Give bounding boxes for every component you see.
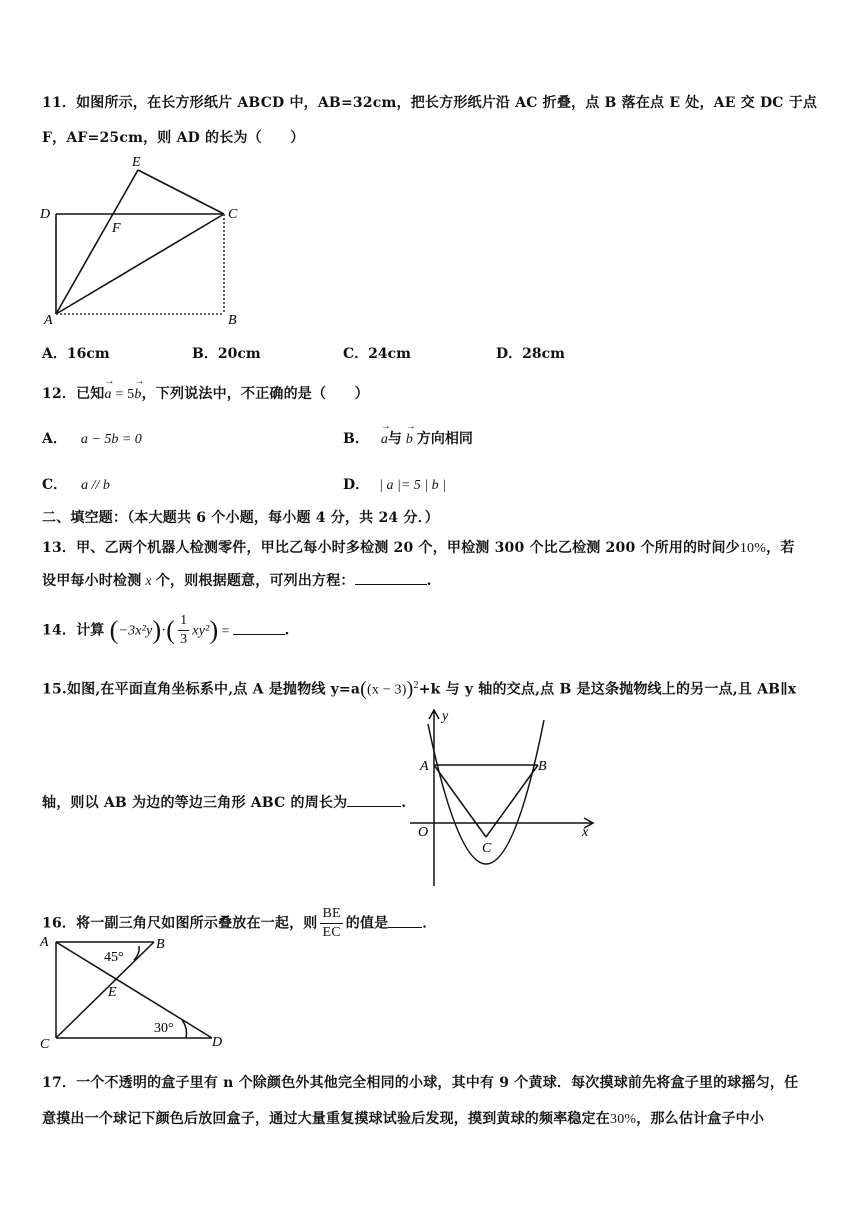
q12-option-b[interactable] <box>343 428 473 448</box>
q16-label-e: E <box>108 985 117 1000</box>
q16-answer-blank[interactable] <box>388 913 422 928</box>
q14-equals: = <box>221 623 230 639</box>
section-2-heading: 二、填空题：（本大题共 6 个小题，每小题 4 分，共 24 分．） <box>42 510 440 526</box>
q12-option-b-text: 与 <box>387 431 402 447</box>
q14-right-term: xy² <box>192 623 210 639</box>
q13-var-x: x <box>145 574 152 589</box>
q17-line2 <box>42 1108 764 1128</box>
q14-fraction <box>178 612 189 649</box>
q15-label-y: y <box>442 709 449 724</box>
q16-fraction <box>320 905 342 942</box>
q14-prefix: 14．计算 <box>42 622 105 639</box>
q12-vector-a: → a <box>104 387 111 403</box>
q13-answer-blank[interactable] <box>355 570 427 585</box>
q12-option-b-vec-a: → a <box>381 432 388 448</box>
q14-line: 14．计算 (−3x²y)·( $\frac{1}{3}$ xy²) = . <box>42 613 290 647</box>
q13-line2-b: 个，则根据题意，可列出方程： <box>155 573 355 589</box>
q15-label-a: A <box>420 759 429 774</box>
q11-option-a[interactable]: A．16cm <box>42 346 110 362</box>
q16-angle-30: 30° <box>154 1021 174 1036</box>
q11-line1: 11．如图所示，在长方形纸片 ABCD 中，AB=32cm，把长方形纸片沿 AC 折叠，点 B 落在点 E 处，AE 交 DC 于点 <box>42 95 818 111</box>
q12-option-b-suffix: 方向相同 <box>416 431 473 447</box>
q15-answer-blank[interactable] <box>347 792 401 807</box>
q11-figure <box>36 152 256 332</box>
q15-text-b: +k 与 y 轴的交点,点 B 是这条抛物线上的另一点,且 AB∥x <box>418 681 797 698</box>
q12-option-a[interactable] <box>42 428 142 448</box>
q12-option-c-expr: a // b <box>81 478 110 493</box>
q17-line2-b: ，那么估计盒子中小 <box>636 1111 765 1127</box>
q12-equals: = 5 <box>111 387 135 402</box>
q14-frac-den: 3 <box>180 632 188 647</box>
q16-label-d: D <box>212 1035 223 1050</box>
q12-suffix: ，下列说法中，不正确的是（ ） <box>141 386 369 402</box>
q13-line2-a: 设甲每小时检测 <box>42 573 142 589</box>
q17-line1: 17．一个不透明的盒子里有 n 个除颜色外其他完全相同的小球，其中有 9 个黄球．每次摸球前先将盒子里的球摇匀，任 <box>42 1075 799 1091</box>
q15-label-x: x <box>582 825 589 840</box>
q11-label-e: E <box>132 155 141 170</box>
q15-label-o: O <box>418 825 429 840</box>
q13-end: . <box>426 573 432 589</box>
q12-option-b-vec-b: → b <box>406 432 413 448</box>
q14-frac-num: 1 <box>178 612 189 631</box>
q11-label-d: D <box>40 207 51 222</box>
q16-label-a: A <box>40 935 49 950</box>
q14-left-term: −3x²y <box>118 623 153 639</box>
q14-dot: · <box>161 623 167 639</box>
q11-option-b[interactable]: B．20cm <box>192 346 261 362</box>
q15-line2 <box>42 792 406 812</box>
q15-text: 15.如图,在平面直角坐标系中,点 A 是抛物线 y=a <box>42 681 361 698</box>
q13-line1-end: ，若 <box>766 540 795 556</box>
q12-option-b-label: B． <box>343 431 369 447</box>
q12-option-d-expr: | a |= 5 | b | <box>379 478 446 493</box>
q12-prefix: 12．已知 <box>42 386 105 402</box>
q15-end: . <box>401 795 407 811</box>
q11-label-b: B <box>228 313 237 328</box>
q13-line2 <box>42 570 432 590</box>
q11-line2: F，AF=25cm，则 AD 的长为（ ） <box>42 130 305 146</box>
q16-figure <box>36 932 236 1052</box>
q15-line1: 15.如图,在平面直角坐标系中,点 A 是抛物线 $y=a((x - 3))^2+k$ 与 y 轴的交点,点 B 是这条抛物线上的另一点,且 AB∥x <box>42 678 797 700</box>
q15-figure <box>410 706 595 888</box>
q14-end: . <box>284 622 290 639</box>
q11-label-f: F <box>112 221 121 236</box>
q16-label-b: B <box>156 937 165 952</box>
q15-label-c: C <box>482 841 492 856</box>
q16-label-c: C <box>40 1037 50 1052</box>
q13-percent: 10% <box>739 541 767 556</box>
q14-answer-blank[interactable] <box>233 620 285 635</box>
q16-frac-den: EC <box>322 925 341 940</box>
q12-option-c[interactable] <box>42 474 110 494</box>
q13-text: 13．甲、乙两个机器人检测零件，甲比乙每小时多检测 20 个，甲检测 300 个比乙检测 200 个所用的时间少 <box>42 540 740 556</box>
q11-label-a: A <box>44 313 53 328</box>
q12-option-c-label: C． <box>42 477 68 493</box>
q11-option-d[interactable]: D．28cm <box>496 346 565 362</box>
q12-stem <box>42 383 369 403</box>
q16-end: ． <box>422 915 437 932</box>
q11-option-c[interactable]: C．24cm <box>343 346 411 362</box>
q13-line1 <box>42 537 795 557</box>
q16-suffix: 的值是 <box>345 915 389 932</box>
q17-line2-a: 意摸出一个球记下颜色后放回盒子，通过大量重复摸球试验后发现，摸到黄球的频率稳定在 <box>42 1111 610 1127</box>
q15-paren-expr: (x − 3) <box>367 682 407 698</box>
q12-option-a-label: A． <box>42 431 67 447</box>
q15-square: 2 <box>413 679 419 691</box>
q12-vector-b: → b <box>134 387 141 403</box>
q11-label-c: C <box>228 207 238 222</box>
q16-angle-45: 45° <box>104 950 124 965</box>
q12-option-d[interactable] <box>343 474 446 494</box>
q12-option-d-label: D． <box>343 477 370 493</box>
q16-prefix: 16．将一副三角尺如图所示叠放在一起，则 <box>42 915 318 932</box>
q12-option-a-expr: a − 5b = 0 <box>80 432 142 447</box>
q16-frac-num: BE <box>320 905 342 924</box>
q15-label-b: B <box>538 759 547 774</box>
q15-line2-text: 轴，则以 AB 为边的等边三角形 ABC 的周长为 <box>42 795 348 811</box>
q17-percent: 30% <box>610 1112 637 1127</box>
